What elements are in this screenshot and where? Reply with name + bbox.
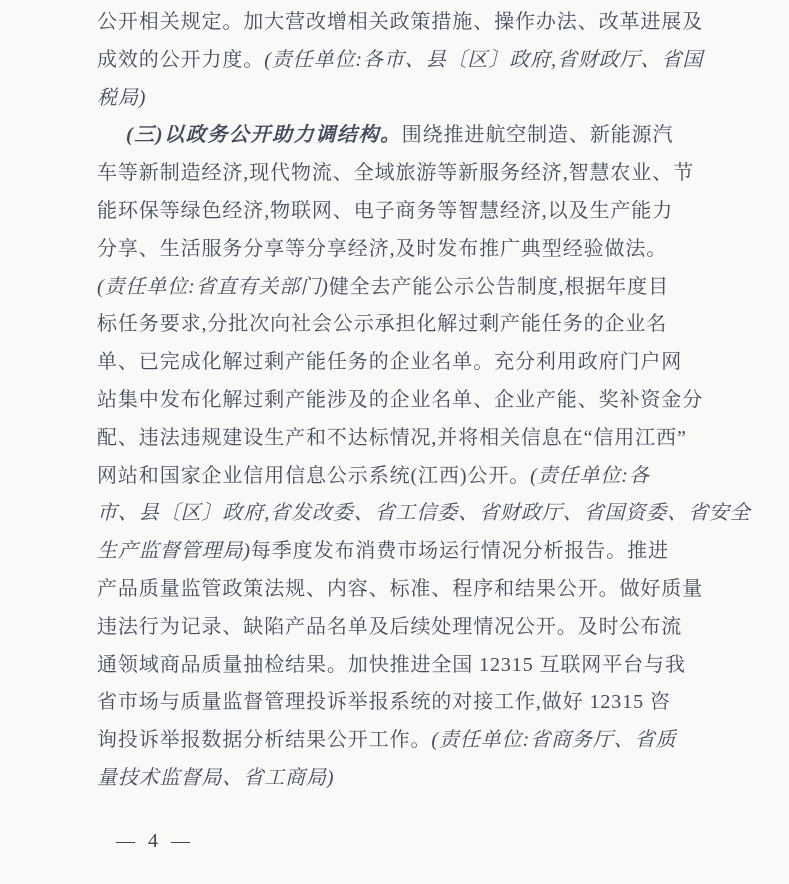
responsibility-clause-text: 量技术监督局、省工商局) (97, 766, 335, 789)
responsibility-clause-text: (责任单位:省商务厅、省质 (431, 729, 677, 752)
text-line (97, 155, 703, 193)
text-line (97, 382, 703, 420)
text-line (97, 117, 703, 155)
text-line (97, 647, 703, 685)
page-footer (116, 830, 190, 853)
text-line (97, 306, 703, 344)
text-line (97, 42, 703, 80)
text-line (97, 193, 703, 231)
responsibility-clause-text: 税局) (97, 86, 147, 109)
body-text: 产品质量监管政策法规、内容、标准、程序和结果公开。做好质量 (97, 577, 704, 600)
text-line (97, 231, 703, 269)
body-text: 每季度发布消费市场运行情况分析报告。推进 (250, 540, 669, 563)
responsibility-clause-text: (责任单位:各市、县〔区〕政府,省财政厅、省国 (264, 48, 704, 71)
text-line (97, 722, 703, 760)
text-line (97, 80, 703, 118)
body-text: 分享、生活服务分享等分享经济,及时发布推广典型经验做法。 (97, 237, 668, 260)
text-line (97, 458, 703, 496)
body-text: 公开相关规定。加大营改增相关政策措施、操作办法、改革进展及 (97, 11, 704, 33)
text-line (97, 571, 703, 609)
body-text: 网站和国家企业信用信息公示系统(江西)公开。 (97, 464, 531, 487)
body-text: 成效的公开力度。 (97, 48, 265, 71)
text-line (97, 4, 703, 42)
responsibility-clause-text: 市、县〔区〕政府,省发改委、省工信委、省财政厅、省国资委、省安全 (97, 502, 751, 525)
body-text: 通领域商品质量抽检结果。加快推进全国 12315 互联网平台与我 (97, 653, 686, 676)
responsibility-clause-text: (责任单位:各 (530, 464, 650, 487)
body-text: 配、违法违规建设生产和不达标情况,并将相关信息在“信用江西” (97, 426, 687, 449)
text-line (97, 344, 703, 382)
body-text: 围绕推进航空制造、新能源汽 (401, 124, 674, 147)
body-text: 站集中发布化解过剩产能涉及的企业名单、企业产能、奖补资金分 (97, 388, 704, 411)
body-text: 违法行为记录、缺陷产品名单及后续处理情况公开。及时公布流 (97, 615, 683, 638)
footer-dash-right: — (171, 830, 190, 852)
footer-dash-left: — (116, 830, 135, 852)
body-text: 标任务要求,分批次向社会公示承担化解过剩产能任务的企业名 (97, 313, 668, 336)
body-text: 询投诉举报数据分析结果公开工作。 (97, 729, 432, 752)
body-text: 单、已完成化解过剩产能任务的企业名单。充分利用政府门户网 (97, 351, 683, 374)
body-text: 健全去产能公示公告制度,根据年度目 (328, 275, 669, 298)
text-line (97, 495, 751, 533)
text-line (97, 533, 703, 571)
text-block (97, 4, 751, 798)
text-line (97, 269, 703, 307)
responsibility-clause-text: (责任单位:省直有关部门) (97, 275, 329, 298)
body-text: 能环保等绿色经济,物联网、电子商务等智慧经济,以及生产能力 (97, 199, 674, 222)
body-text: 省市场与质量监督管理投诉举报系统的对接工作,做好 12315 咨 (97, 691, 671, 714)
text-line (97, 760, 703, 798)
text-line (97, 684, 703, 722)
responsibility-clause-text: 生产监督管理局) (97, 540, 251, 563)
text-line (97, 609, 703, 647)
section-heading: (三)以政务公开助力调结构。 (126, 124, 402, 147)
page-number: 4 (148, 830, 158, 852)
body-text: 车等新制造经济,现代物流、全域旅游等新服务经济,智慧农业、节 (97, 162, 694, 185)
text-line (97, 420, 703, 458)
